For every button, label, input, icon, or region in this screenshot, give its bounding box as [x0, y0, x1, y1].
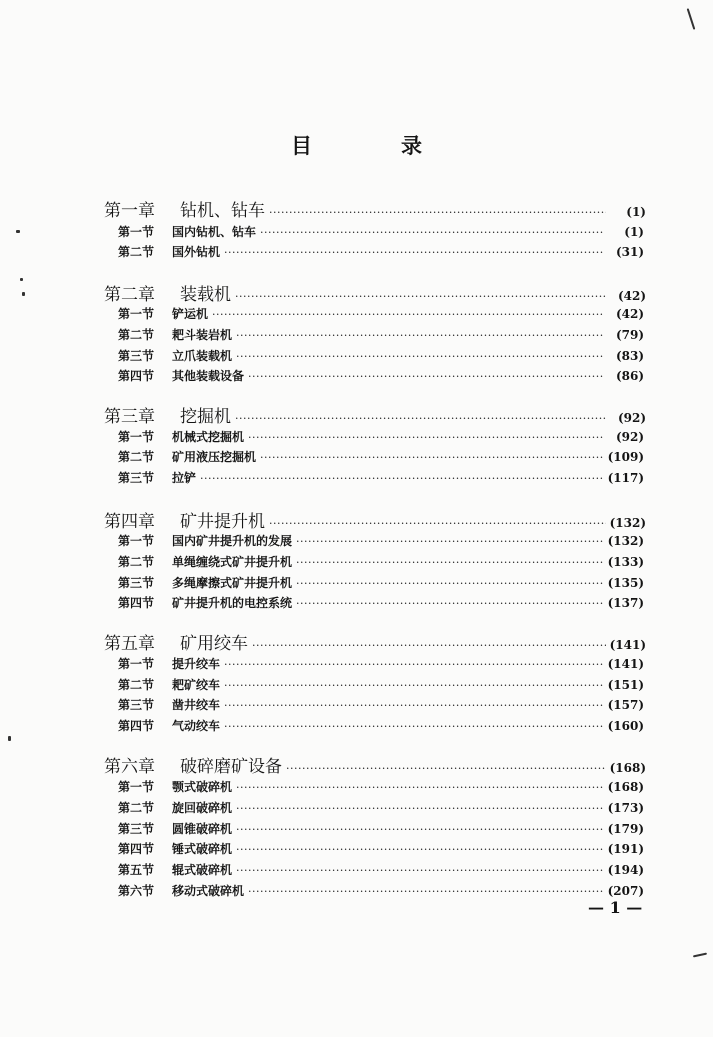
page-number: (1): [624, 225, 644, 239]
section-number: 第一节: [118, 430, 155, 444]
page-number: (117): [607, 471, 644, 485]
section-number: 第一节: [118, 657, 155, 671]
leader-dots: [224, 658, 604, 671]
leader-dots: [236, 350, 604, 363]
page-title: 目 录: [291, 133, 456, 158]
chapter-number: 第四章: [104, 512, 155, 532]
section-number: 第一节: [118, 780, 155, 794]
chapter-title: 装载机: [180, 285, 231, 305]
page-number: (168): [607, 780, 644, 794]
page-number: (135): [607, 576, 644, 590]
leader-dots: [296, 535, 604, 548]
leader-dots: [252, 639, 606, 652]
toc-chapter-3[interactable]: [104, 402, 646, 427]
toc-section[interactable]: [118, 655, 644, 672]
chapter-title: 矿用绞车: [180, 634, 248, 654]
page-number: (92): [617, 411, 646, 425]
section-title: 耙斗装岩机: [172, 328, 233, 342]
page-number: (31): [615, 245, 644, 259]
chapter-number: 第六章: [104, 757, 155, 777]
page-number: (141): [609, 638, 646, 652]
page-number: (42): [615, 307, 644, 321]
leader-dots: [236, 781, 604, 794]
leader-dots: [236, 843, 604, 856]
page-number: (132): [609, 516, 646, 530]
page-number: (1): [626, 205, 646, 219]
chapter-number: 第一章: [104, 201, 155, 221]
leader-dots: [248, 885, 604, 898]
scan-speck: [8, 736, 11, 741]
leader-dots: [200, 472, 604, 485]
section-title: 国外钻机: [172, 245, 221, 259]
section-title: 矿用液压挖掘机: [172, 450, 257, 464]
page-number: (92): [615, 430, 644, 444]
page-number: (157): [607, 698, 644, 712]
section-number: 第三节: [118, 576, 155, 590]
section-title: 立爪装载机: [172, 349, 233, 363]
toc-section[interactable]: [118, 594, 644, 611]
leader-dots: [260, 226, 604, 239]
section-title: 颚式破碎机: [172, 780, 233, 794]
toc-chapter-4[interactable]: [104, 507, 646, 532]
page-number: (83): [615, 349, 644, 363]
section-number: 第二节: [118, 328, 155, 342]
section-number: 第三节: [118, 698, 155, 712]
toc-chapter-1[interactable]: [104, 196, 646, 221]
scan-speck: [22, 292, 25, 296]
section-title: 辊式破碎机: [172, 863, 233, 877]
toc-chapter-2[interactable]: [104, 280, 646, 305]
toc-section[interactable]: [118, 799, 644, 816]
section-number: 第四节: [118, 369, 155, 383]
toc-section[interactable]: [118, 574, 644, 591]
section-number: 第三节: [118, 822, 155, 836]
toc-section[interactable]: [118, 717, 644, 734]
leader-dots: [235, 412, 606, 425]
section-title: 单绳缠绕式矿井提升机: [172, 555, 293, 569]
chapter-title: 矿井提升机: [180, 512, 265, 532]
toc-section[interactable]: [118, 778, 644, 795]
leader-dots: [224, 246, 604, 259]
toc-section[interactable]: [118, 305, 644, 322]
toc-section[interactable]: [118, 448, 644, 465]
page-number: (42): [617, 289, 646, 303]
leader-dots: [235, 290, 606, 303]
section-title: 提升绞车: [172, 657, 221, 671]
section-number: 第二节: [118, 801, 155, 815]
section-number: 第二节: [118, 450, 155, 464]
section-number: 第三节: [118, 349, 155, 363]
page-number: (194): [607, 863, 644, 877]
toc-section[interactable]: [118, 428, 644, 445]
section-number: 第四节: [118, 596, 155, 610]
page-footer-number: — 1 —: [588, 898, 643, 917]
toc-section[interactable]: [118, 326, 644, 343]
toc-section[interactable]: [118, 882, 644, 899]
chapter-number: 第五章: [104, 634, 155, 654]
section-title: 耙矿绞车: [172, 678, 221, 692]
leader-dots: [224, 720, 604, 733]
leader-dots: [236, 864, 604, 877]
section-title: 矿井提升机的电控系统: [172, 596, 293, 610]
page-number: (79): [615, 328, 644, 342]
toc-section[interactable]: [118, 223, 644, 240]
toc-section[interactable]: [118, 553, 644, 570]
page-number: (168): [609, 761, 646, 775]
toc-section[interactable]: [118, 532, 644, 549]
leader-dots: [248, 431, 604, 444]
toc-section[interactable]: [118, 676, 644, 693]
toc-section[interactable]: [118, 243, 644, 260]
leader-dots: [212, 308, 604, 321]
toc-section[interactable]: [118, 861, 644, 878]
section-title: 国内钻机、钻车: [172, 225, 257, 239]
section-title: 机械式挖掘机: [172, 430, 245, 444]
leader-dots: [296, 577, 604, 590]
leader-dots: [236, 329, 604, 342]
section-number: 第五节: [118, 863, 155, 877]
page-number: (141): [607, 657, 644, 671]
chapter-title: 挖掘机: [180, 407, 231, 427]
scan-speck: [20, 278, 23, 281]
section-number: 第一节: [118, 534, 155, 548]
scan-speck: [16, 230, 20, 233]
page-number: (207): [607, 884, 644, 898]
page-number: (151): [607, 678, 644, 692]
section-number: 第一节: [118, 307, 155, 321]
leader-dots: [269, 517, 606, 530]
leader-dots: [224, 699, 604, 712]
leader-dots: [224, 679, 604, 692]
leader-dots: [236, 802, 604, 815]
toc-section[interactable]: [118, 696, 644, 713]
leader-dots: [296, 556, 604, 569]
leader-dots: [269, 206, 606, 219]
page-number: (109): [607, 450, 644, 464]
section-number: 第二节: [118, 678, 155, 692]
section-title: 铲运机: [172, 307, 209, 321]
section-title: 拉铲: [172, 471, 197, 485]
page-number: (133): [607, 555, 644, 569]
section-title: 旋回破碎机: [172, 801, 233, 815]
page-number: (132): [607, 534, 644, 548]
page-number: (191): [607, 842, 644, 856]
leader-dots: [236, 823, 604, 836]
leader-dots: [248, 370, 604, 383]
section-number: 第三节: [118, 471, 155, 485]
section-title: 锤式破碎机: [172, 842, 233, 856]
section-number: 第四节: [118, 842, 155, 856]
section-number: 第二节: [118, 555, 155, 569]
section-number: 第四节: [118, 719, 155, 733]
chapter-number: 第二章: [104, 285, 155, 305]
page-number: (173): [607, 801, 644, 815]
section-title: 气动绞车: [172, 719, 221, 733]
leader-dots: [296, 597, 604, 610]
toc-section[interactable]: [118, 840, 644, 857]
section-title: 其他装载设备: [172, 369, 245, 383]
toc-section[interactable]: [118, 820, 644, 837]
section-title: 圆锥破碎机: [172, 822, 233, 836]
toc-chapter-5[interactable]: [104, 629, 646, 654]
page-number: (179): [607, 822, 644, 836]
leader-dots: [260, 451, 604, 464]
section-number: 第一节: [118, 225, 155, 239]
section-number: 第二节: [118, 245, 155, 259]
toc-chapter-6[interactable]: [104, 752, 646, 777]
chapter-title: 钻机、钻车: [180, 201, 265, 221]
section-title: 多绳摩擦式矿井提升机: [172, 576, 293, 590]
chapter-number: 第三章: [104, 407, 155, 427]
toc-section[interactable]: [118, 347, 644, 364]
leader-dots: [286, 762, 606, 775]
section-number: 第六节: [118, 884, 155, 898]
section-title: 移动式破碎机: [172, 884, 245, 898]
page-number: (137): [607, 596, 644, 610]
chapter-title: 破碎磨矿设备: [180, 757, 282, 777]
section-title: 凿井绞车: [172, 698, 221, 712]
page-number: (86): [615, 369, 644, 383]
toc-section[interactable]: [118, 469, 644, 486]
section-title: 国内矿井提升机的发展: [172, 534, 293, 548]
toc-section[interactable]: [118, 367, 644, 384]
page-number: (160): [607, 719, 644, 733]
